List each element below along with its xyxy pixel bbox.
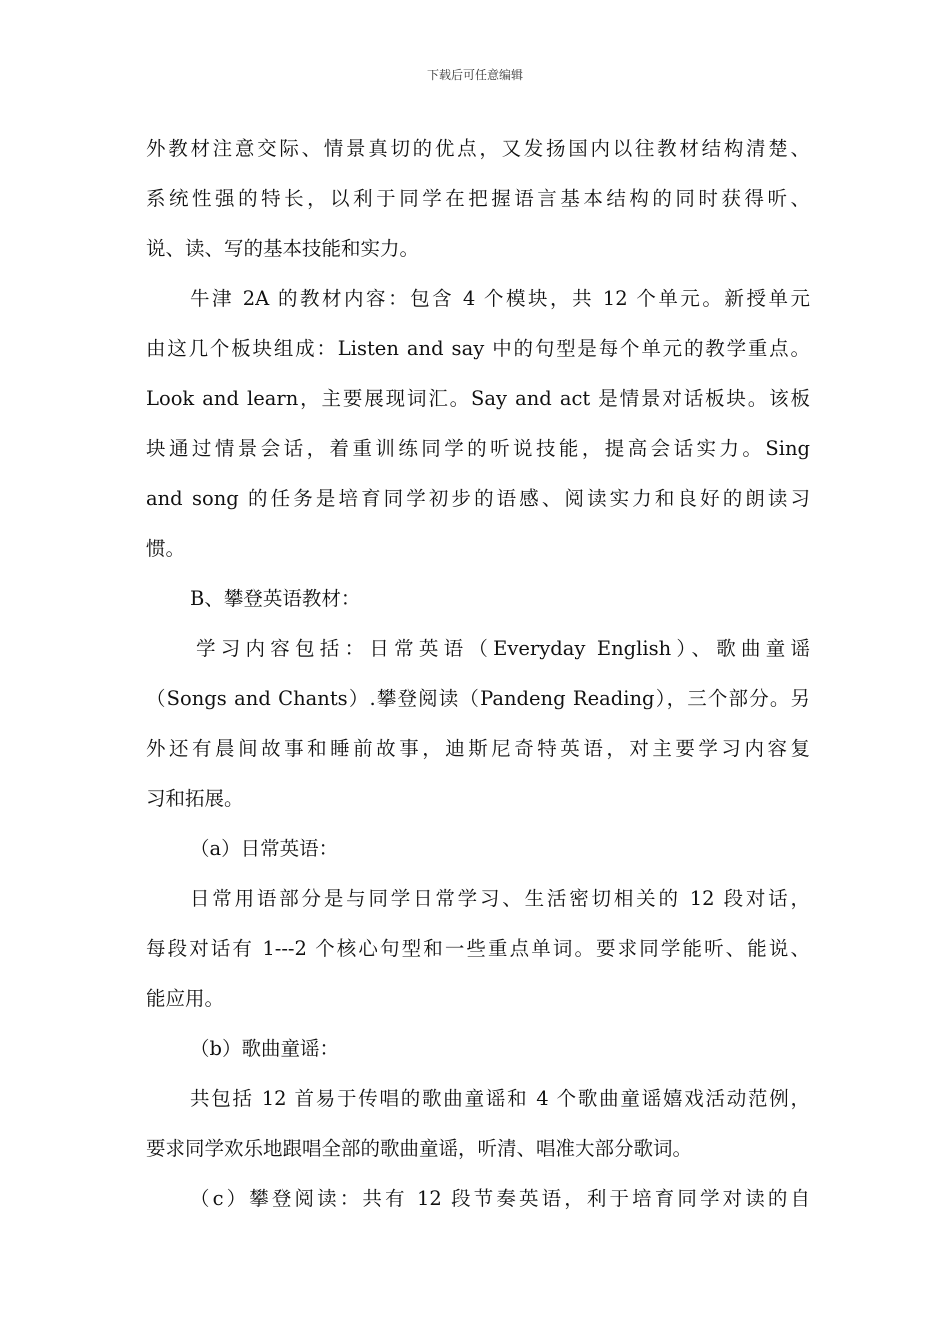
text-line: 共包括 12 首易于传唱的歌曲童谣和 4 个歌曲童谣嬉戏活动范例， [190,1087,810,1110]
text-line: 日常用语部分是与同学日常学习、生活密切相关的 12 段对话， [190,887,810,910]
page-header: 下载后可任意编辑 [426,68,523,82]
document-body [146,124,810,1224]
text-line: 由这几个板块组成：Listen and say 中的句型是每个单元的教学重点。 [146,337,810,360]
text-line: 惯。 [146,537,186,560]
section-heading-pandeng [146,574,810,624]
heading-line: （b）歌曲童谣： [190,1037,339,1060]
text-line: 要求同学欢乐地跟唱全部的歌曲童谣，听清、唱准大部分歌词。 [146,1137,693,1160]
text-line: 块通过情景会话，着重训练同学的听说技能，提高会话实力。Sing [146,437,810,460]
text-line: 外还有晨间故事和睡前故事，迪斯尼奇特英语，对主要学习内容复 [146,737,810,760]
text-line: 系统性强的特长，以利于同学在把握语言基本结构的同时获得听、 [146,187,810,210]
heading-line: （a）日常英语： [190,837,339,860]
text-line: 能应用。 [146,987,225,1010]
text-line: （Songs and Chants）.攀登阅读（Pandeng Reading），三个部分。另 [146,687,810,710]
paragraph-oxford-2a [146,274,810,574]
text-line: 每段对话有 1---2 个核心句型和一些重点单词。要求同学能听、能说、 [146,937,810,960]
text-line: 外教材注意交际、情景真切的优点，又发扬国内以往教材结构清楚、 [146,137,810,160]
heading-line: B、攀登英语教材： [190,587,361,610]
text-line: Look and learn，主要展现词汇。Say and act 是情景对话板块。该板 [146,387,810,410]
paragraph-pandeng-content [146,624,810,824]
paragraph-songs-chants [146,1074,810,1174]
text-line: （c）攀登阅读：共有 12 段节奏英语，利于培育同学对读的自 [190,1187,810,1210]
text-line: 学习内容包括：日常英语（Everyday English）、歌曲童谣 [196,637,810,660]
text-line: and song 的任务是培育同学初步的语感、阅读实力和良好的朗读习 [146,487,810,510]
paragraph-pandeng-reading [146,1174,810,1224]
paragraph-intro-continuation [146,124,810,274]
text-line: 牛津 2A 的教材内容：包含 4 个模块，共 12 个单元。新授单元 [190,287,810,310]
paragraph-everyday-english [146,874,810,1024]
text-line: 习和拓展。 [146,787,244,810]
subheading-everyday-english [146,824,810,874]
text-line: 说、读、写的基本技能和实力。 [146,237,420,260]
subheading-songs-chants [146,1024,810,1074]
